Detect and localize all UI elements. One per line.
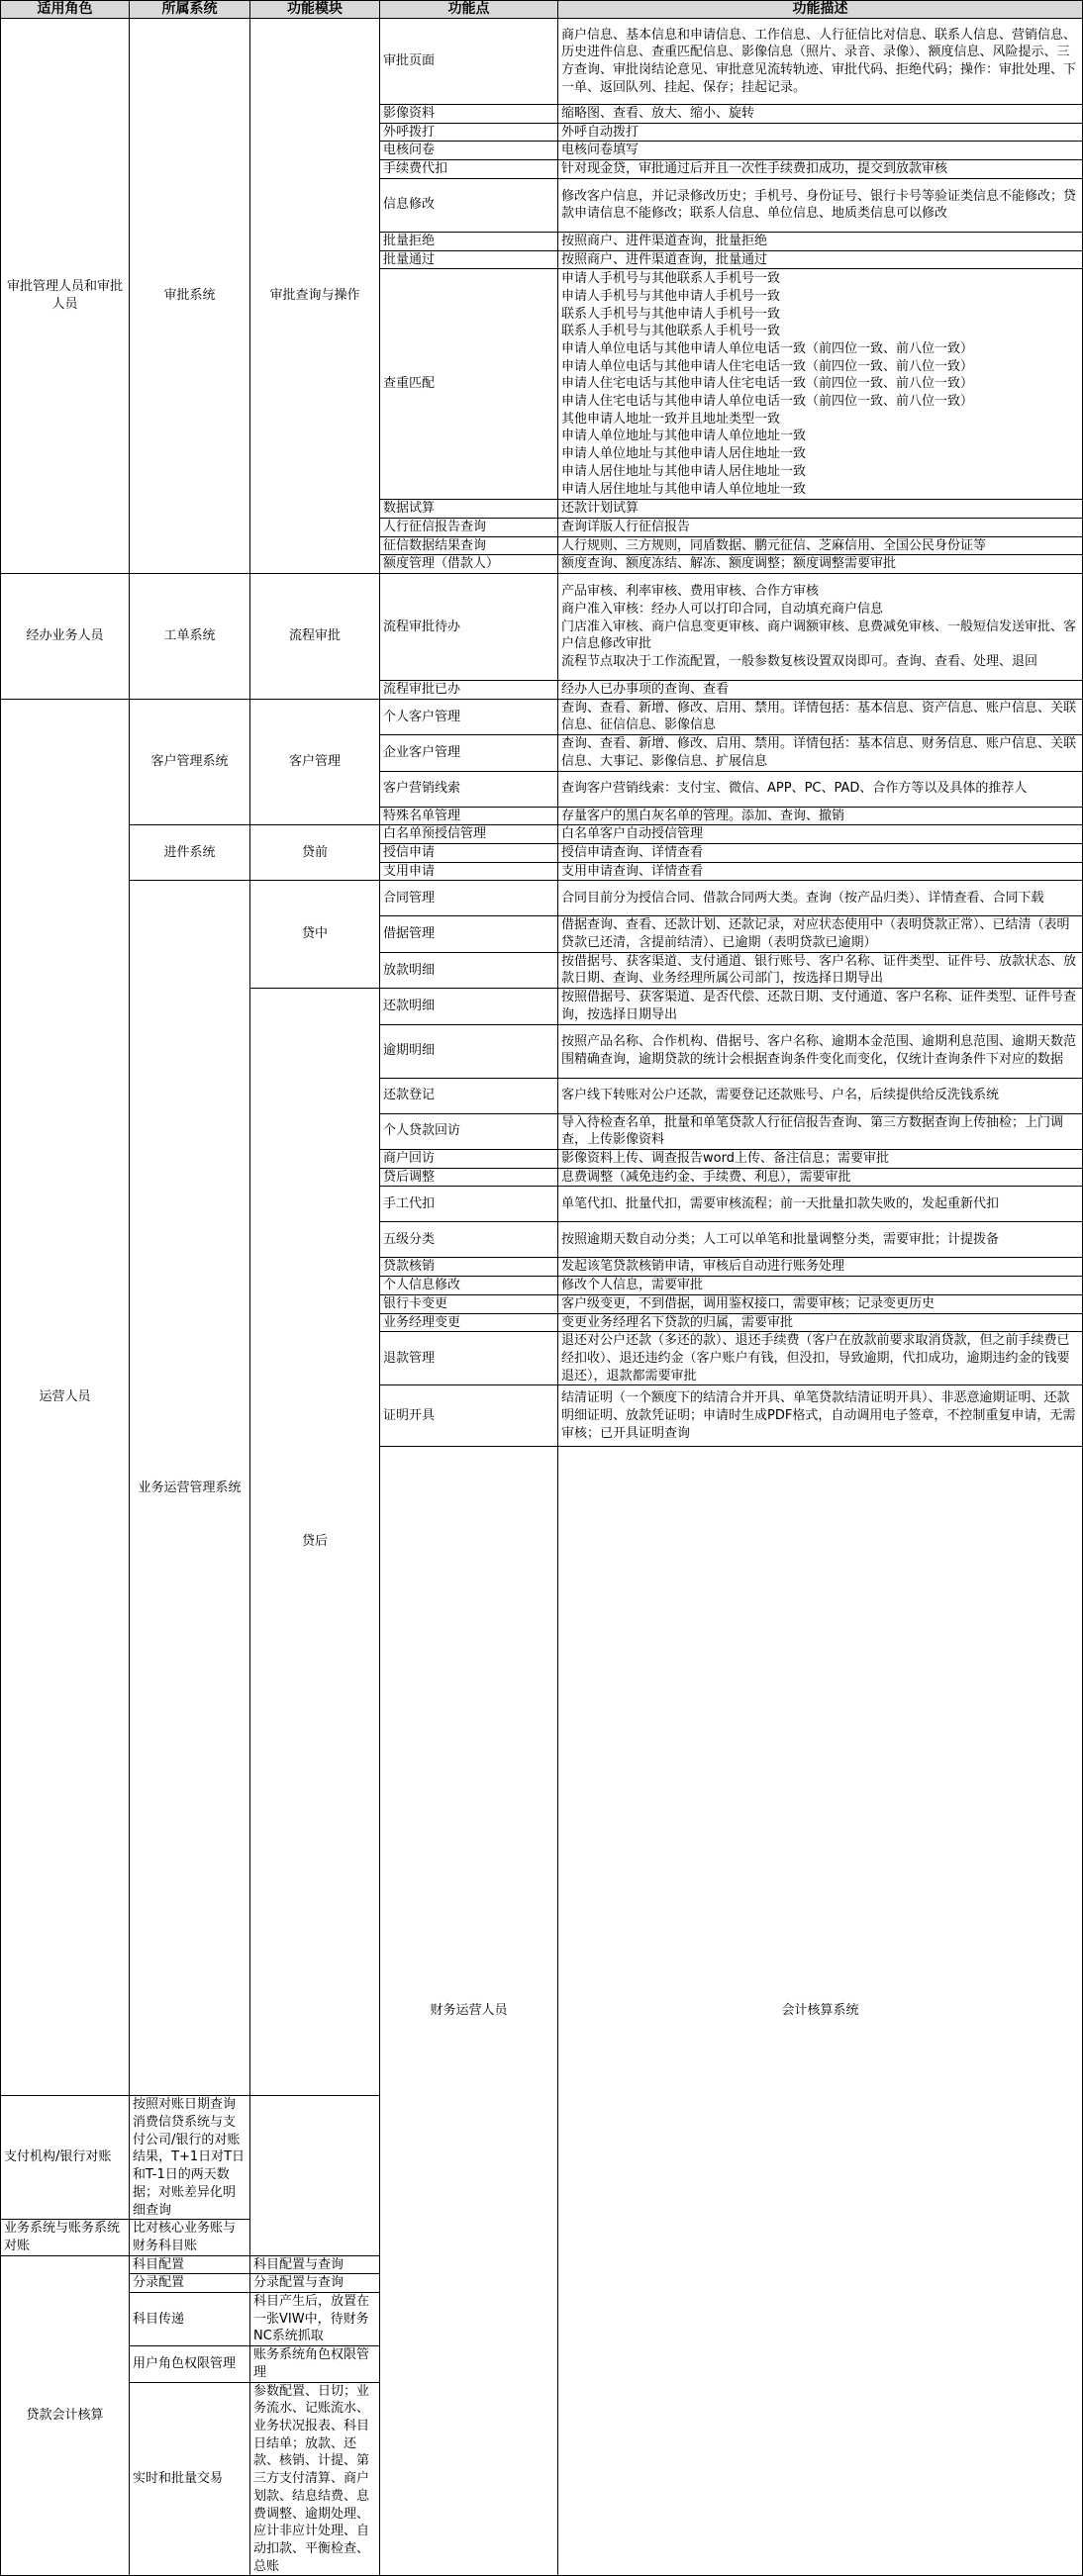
description-cell: 科目产生后，放置在一张VIW中，待财务NC系统抓取 (250, 2293, 380, 2346)
description-cell: 结清证明（一个额度下的结清合并开具、单笔贷款结清证明开具）、非恶意逾期证明、还款明细证明、放款凭证明；申请时生成PDF格式，自动调用电子签章，不控制重复申请，无需审核；已开具证明查询 (558, 1385, 1083, 1447)
description-cell: 科目配置与查询 (250, 2255, 380, 2274)
function-cell: 分录配置 (130, 2274, 250, 2293)
header-system: 所属系统 (130, 1, 250, 19)
description-cell: 影像资料上传、调查报告word上传、备注信息；需要审批 (558, 1149, 1083, 1168)
description-cell: 针对现金贷，审批通过后并且一次性手续费扣成功，提交到放款审核 (558, 160, 1083, 179)
function-cell: 特殊名单管理 (380, 807, 558, 825)
description-cell: 按照产品名称、合作机构、借据号、客户名称、逾期本金范围、逾期利息范围、逾期天数范围精确查询，逾期贷款的统计会根据查询条件变化而变化，仅统计查询条件下对应的数据 (558, 1024, 1083, 1078)
description-cell: 单笔代扣、批量代扣，需要审核流程；前一天批量扣款失败的，发起重新代扣 (558, 1187, 1083, 1222)
description-cell: 息费调整（减免违约金、手续费、利息），需要审批 (558, 1168, 1083, 1187)
description-cell: 分录配置与查询 (250, 2274, 380, 2293)
description-cell: 额度查询、额度冻结、解冻、额度调整；额度调整需要审批 (558, 555, 1083, 574)
description-cell: 修改客户信息，并记录修改历史；手机号、身份证号、银行卡号等验证类信息不能修改；贷款申请信息不能修改；联系人信息、单位信息、地质类信息可以修改 (558, 178, 1083, 232)
description-cell: 商户信息、基本信息和申请信息、工作信息、人行征信比对信息、联系人信息、营销信息、历史进件信息、查重匹配信息、影像信息（照片、录音、录像）、额度信息、风险提示、三方查询、审批岗结论意见、审批意见流转轨迹、审批代码、拒绝代码；操作：审批处理、下一单、返回队列、挂起、保存；挂起记录。 (558, 19, 1083, 105)
role-cell: 运营人员 (1, 699, 130, 2096)
system-cell: 工单系统 (130, 574, 250, 700)
header-row (1, 1, 1083, 19)
description-cell: 缩略图、查看、放大、缩小、旋转 (558, 105, 1083, 124)
system-cell: 业务运营管理系统 (130, 881, 250, 2096)
description-cell: 导入待检查名单，批量和单笔贷款人行征信报告查询、第三方数据查询上传抽检；上门调查，上传影像资料 (558, 1113, 1083, 1149)
function-cell: 贷款核销 (380, 1258, 558, 1277)
function-cell: 征信数据结果查询 (380, 536, 558, 555)
description-cell: 查询详版人行征信报告 (558, 518, 1083, 536)
function-cell: 五级分类 (380, 1222, 558, 1258)
role-cell: 经办业务人员 (1, 574, 130, 700)
description-cell: 客户级变更，不到借据，调用鉴权接口，需要审核；记录变更历史 (558, 1294, 1083, 1313)
description-cell: 参数配置、日切；业务流水、记账流水、业务状况报表、科目日结单；放款、还款、核销、计提、第三方支付清算、商户划款、结息结费、息费调整、逾期处理、应计非应计处理、自动扣款、平衡检查、总账 (250, 2382, 380, 2576)
function-cell: 外呼拨打 (380, 123, 558, 142)
function-cell: 逾期明细 (380, 1024, 558, 1078)
description-cell: 查询、查看、新增、修改、启用、禁用。详情包括：基本信息、财务信息、账户信息、关联信息、大事记、影像信息、扩展信息 (558, 735, 1083, 771)
description-cell: 按照借据号、获客渠道、是否代偿、还款日期、支付通道、客户名称、证件类型、证件号查询，按选择日期导出 (558, 989, 1083, 1024)
description-cell: 变更业务经理名下贷款的归属，需要审批 (558, 1313, 1083, 1332)
function-cell: 证明开具 (380, 1385, 558, 1447)
function-cell: 业务经理变更 (380, 1313, 558, 1332)
description-cell: 按照逾期天数自动分类；人工可以单笔和批量调整分类，需要审批；计提拨备 (558, 1222, 1083, 1258)
function-cell: 个人客户管理 (380, 699, 558, 734)
function-cell: 个人贷款回访 (380, 1113, 558, 1149)
function-cell: 借据管理 (380, 916, 558, 952)
function-cell: 支用申请 (380, 862, 558, 881)
description-cell: 查询客户营销线索：支付宝、微信、APP、PC、PAD、合作方等以及具体的推荐人 (558, 771, 1083, 807)
header-role: 适用角色 (1, 1, 130, 19)
description-cell: 查询、查看、新增、修改、启用、禁用。详情包括：基本信息、资产信息、账户信息、关联信息、征信信息、影像信息 (558, 699, 1083, 734)
table-row (1, 825, 1083, 844)
function-cell: 数据试算 (380, 500, 558, 519)
description-cell: 申请人手机号与其他联系人手机号一致 申请人手机号与其他申请人手机号一致 联系人手机号与其他申请人手机号一致 联系人手机号与其他联系人手机号一致 申请人单位电话与其他申请人单位电话一致（前四位一致、前八位一致） 申请人单位电话与其他申请人住宅电话一致（前四位一致、前八位一致） 申请人住宅电话与其他申请人住宅电话一致（前四位一致、前八位一致） 申请人住宅电话与其他申请人单位电话一致（前四位一致、前八位一致） 其他申请人地址一致并且地址类型一致 申请人单位地址与其他申请人单位地址一致 申请人单位地址与其他申请人居住地址一致 申请人居住地址与其他申请人居住地址一致 申请人居住地址与其他申请人单位地址一致 (558, 269, 1083, 500)
function-cell: 授信申请 (380, 843, 558, 862)
description-cell: 人行规则、三方规则，同盾数据、鹏元征信、芝麻信用、全国公民身份证等 (558, 536, 1083, 555)
system-cell: 审批系统 (130, 19, 250, 574)
module-cell: 贷后 (250, 989, 380, 2096)
function-cell: 企业客户管理 (380, 735, 558, 771)
function-cell: 批量通过 (380, 250, 558, 269)
description-cell: 支用申请查询、详情查看 (558, 862, 1083, 881)
module-cell: 贷中 (250, 881, 380, 989)
description-cell: 客户线下转账对公户还款，需要登记还款账号、户名，后续提供给反洗钱系统 (558, 1078, 1083, 1113)
description-cell: 产品审核、利率审核、费用审核、合作方审核 商户准入审核：经办人可以打印合同，自动填充商户信息 门店准入审核、商户信息变更审核、商户调额审核、息费减免审核、一般短信发送审批、客户信息修改审批 流程节点取决于工作流配置，一般参数复核设置双岗即可。查询、查看、处理、退回 (558, 574, 1083, 681)
description-cell: 借据查询、查看、还款计划、还款记录，对应状态使用中（表明贷款正常）、已结清（表明贷款已还清，含提前结清）、已逾期（表明贷款已逾期） (558, 916, 1083, 952)
function-cell: 白名单预授信管理 (380, 825, 558, 844)
table-row (1, 574, 1083, 681)
description-cell: 按借据号、获客渠道、支付通道、银行账号、客户名称、证件类型、证件号、放款状态、放款日期、查询、业务经理所属公司部门，按选择日期导出 (558, 952, 1083, 988)
function-cell: 手工代扣 (380, 1187, 558, 1222)
function-cell: 商户回访 (380, 1149, 558, 1168)
function-cell: 审批页面 (380, 19, 558, 105)
description-cell: 按照商户、进件渠道查询，批量拒绝 (558, 232, 1083, 250)
description-cell: 账务系统角色权限管理 (250, 2346, 380, 2382)
description-cell: 外呼自动拨打 (558, 123, 1083, 142)
description-cell: 按照对账日期查询消费信贷系统与支付公司/银行的对账结果，T+1日对T日和T-1日的两天数据；对账差异化明细查询 (130, 2096, 250, 2220)
function-cell: 流程审批已办 (380, 681, 558, 700)
header-function: 功能点 (380, 1, 558, 19)
role-cell: 审批管理人员和审批人员 (1, 19, 130, 574)
description-cell: 还款计划试算 (558, 500, 1083, 519)
function-cell: 手续费代扣 (380, 160, 558, 179)
function-cell: 退款管理 (380, 1332, 558, 1385)
function-cell: 还款登记 (380, 1078, 558, 1113)
function-cell: 银行卡变更 (380, 1294, 558, 1313)
role-cell: 财务运营人员 (380, 1447, 558, 2576)
table-row (1, 881, 1083, 916)
description-cell: 白名单客户自动授信管理 (558, 825, 1083, 844)
function-cell: 业务系统与账务系统对账 (1, 2220, 130, 2255)
function-cell: 用户角色权限管理 (130, 2346, 250, 2382)
description-cell: 按照商户、进件渠道查询，批量通过 (558, 250, 1083, 269)
function-cell: 查重匹配 (380, 269, 558, 500)
function-cell: 科目传递 (130, 2293, 250, 2346)
module-cell: 贷前 (250, 825, 380, 881)
module-cell: 客户管理 (250, 699, 380, 825)
header-module: 功能模块 (250, 1, 380, 19)
table-row (1, 19, 1083, 105)
description-cell: 退还对公户还款（多还的款）、退还手续费（客户在放款前要求取消贷款，但之前手续费已经扣收）、退还违约金（客户账户有钱，但没扣，导致逾期，代扣成功，逾期违约金的钱要退还），退款都需要审批 (558, 1332, 1083, 1385)
system-cell: 会计核算系统 (558, 1447, 1083, 2576)
description-cell: 发起该笔贷款核销申请，审核后自动进行账务处理 (558, 1258, 1083, 1277)
function-cell: 贷后调整 (380, 1168, 558, 1187)
function-cell: 批量拒绝 (380, 232, 558, 250)
description-cell: 授信申请查询、详情查看 (558, 843, 1083, 862)
description-cell: 比对核心业务账与财务科目账 (130, 2220, 250, 2255)
system-cell: 进件系统 (130, 825, 250, 881)
system-cell: 客户管理系统 (130, 699, 250, 825)
function-cell: 额度管理（借款人） (380, 555, 558, 574)
function-cell: 个人信息修改 (380, 1277, 558, 1295)
function-cell: 科目配置 (130, 2255, 250, 2274)
header-description: 功能描述 (558, 1, 1083, 19)
function-cell: 影像资料 (380, 105, 558, 124)
function-cell: 放款明细 (380, 952, 558, 988)
module-cell: 审批查询与操作 (250, 19, 380, 574)
function-cell: 还款明细 (380, 989, 558, 1024)
description-cell: 修改个人信息，需要审批 (558, 1277, 1083, 1295)
description-cell: 合同目前分为授信合同、借款合同两大类。查询（按产品归类）、详情查看、合同下载 (558, 881, 1083, 916)
function-cell: 电核问卷 (380, 142, 558, 160)
description-cell: 经办人已办事项的查询、查看 (558, 681, 1083, 700)
function-cell: 客户营销线索 (380, 771, 558, 807)
module-cell: 流程审批 (250, 574, 380, 700)
table-row (1, 699, 1083, 734)
description-cell: 电核问卷填写 (558, 142, 1083, 160)
module-cell: 贷款会计核算 (1, 2255, 130, 2576)
function-cell: 合同管理 (380, 881, 558, 916)
function-cell: 流程审批待办 (380, 574, 558, 681)
function-cell: 实时和批量交易 (130, 2382, 250, 2576)
function-cell: 支付机构/银行对账 (1, 2096, 130, 2220)
function-cell: 信息修改 (380, 178, 558, 232)
description-cell: 存量客户的黑白灰名单的管理。添加、查询、撤销 (558, 807, 1083, 825)
function-cell: 人行征信报告查询 (380, 518, 558, 536)
